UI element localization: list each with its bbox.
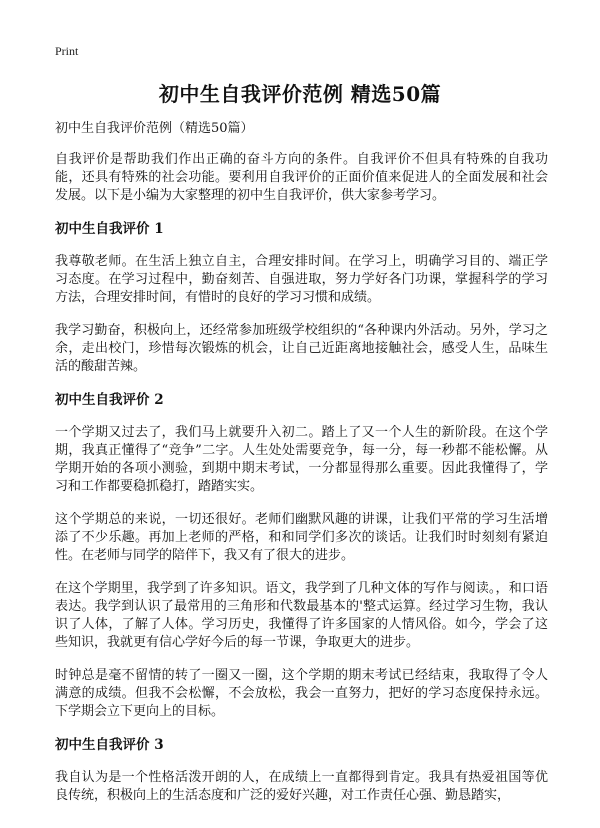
section-3-paragraph-1: 我自认为是一个性格活泼开朗的人，在成绩上一直都得到肯定。我具有热爱祖国等优良传统，积极向上的生活态度和广泛的爱好兴趣，对工作责任心强、勤恳踏实， [55, 770, 548, 803]
print-link[interactable]: Print [55, 44, 79, 58]
section-heading-2: 初中生自我评价 2 [55, 392, 164, 408]
intro-paragraph: 自我评价是帮助我们作出正确的奋斗方向的条件。自我评价不但具有特殊的自我功能，还具有特殊的社会功能。要利用自我评价的正面价值来促进人的全面发展和社会发展。以下是小编为大家整理的初中生自我评价，供大家参考学习。 [55, 152, 548, 203]
article-body [55, 120, 548, 820]
section-2-paragraph-1: 一个学期又过去了，我们马上就要升入初二。踏上了又一个人生的新阶段。在这个学期，我真正懂得了“竞争”二字。人生处处需要竞争，每一分，每一秒都不能松懈。从学期开始的各项小测验，到期中期末考试，一分都显得那么重要。因此我懂得了，学习和工作都要稳抓稳打，踏踏实实。 [55, 425, 548, 494]
section-2-paragraph-4: 时钟总是毫不留情的转了一圈又一圈，这个学期的期末考试已经结束，我取得了令人满意的成绩。但我不会松懈，不会放松，我会一直努力，把好的学习态度保持永远。下学期会立下更向上的目标。 [55, 668, 548, 719]
section-heading-3: 初中生自我评价 3 [55, 737, 164, 753]
section-2-paragraph-2: 这个学期总的来说，一切还很好。老师们幽默风趣的讲课，让我们平常的学习生活增添了不少乐趣。再加上老师的严格，和和同学们多次的谈话。让我们时时刻刻有紧迫性。在老师与同学的陪伴下，我又有了很大的进步。 [55, 512, 548, 563]
article-subtitle: 初中生自我评价范例（精选50篇） [55, 121, 254, 136]
section-1-paragraph-1: 我尊敬老师。在生活上独立自主，合理安排时间。在学习上，明确学习目的、端正学习态度。在学习过程中，勤奋刻苦、自强进取，努力学好各门功课，掌握科学的学习方法，合理安排时间，有惜时的良好的学习习惯和成绩。 [55, 254, 548, 305]
section-1-paragraph-2: 我学习勤奋，积极向上，还经常参加班级学校组织的“各种课内外活动。另外，学习之余，走出校门，珍惜每次锻炼的机会，让自己近距离地接触社会，感受人生，品味生活的酸甜苦辣。 [55, 323, 548, 374]
page-title: 初中生自我评价范例 精选50篇 [158, 82, 442, 106]
section-2-paragraph-3: 在这个学期里，我学到了许多知识。语文，我学到了几种文体的写作与阅读。，和口语表达。我学到认识了最常用的三角形和代数最基本的'整式运算。经过学习生物，我认识了人体，了解了人体。学习历史，我懂得了许多国家的人情风俗。如今，学会了这些知识，我就更有信心学好今后的每一节课，争取更大的进步。 [55, 581, 548, 650]
section-heading-1: 初中生自我评价 1 [55, 221, 164, 237]
